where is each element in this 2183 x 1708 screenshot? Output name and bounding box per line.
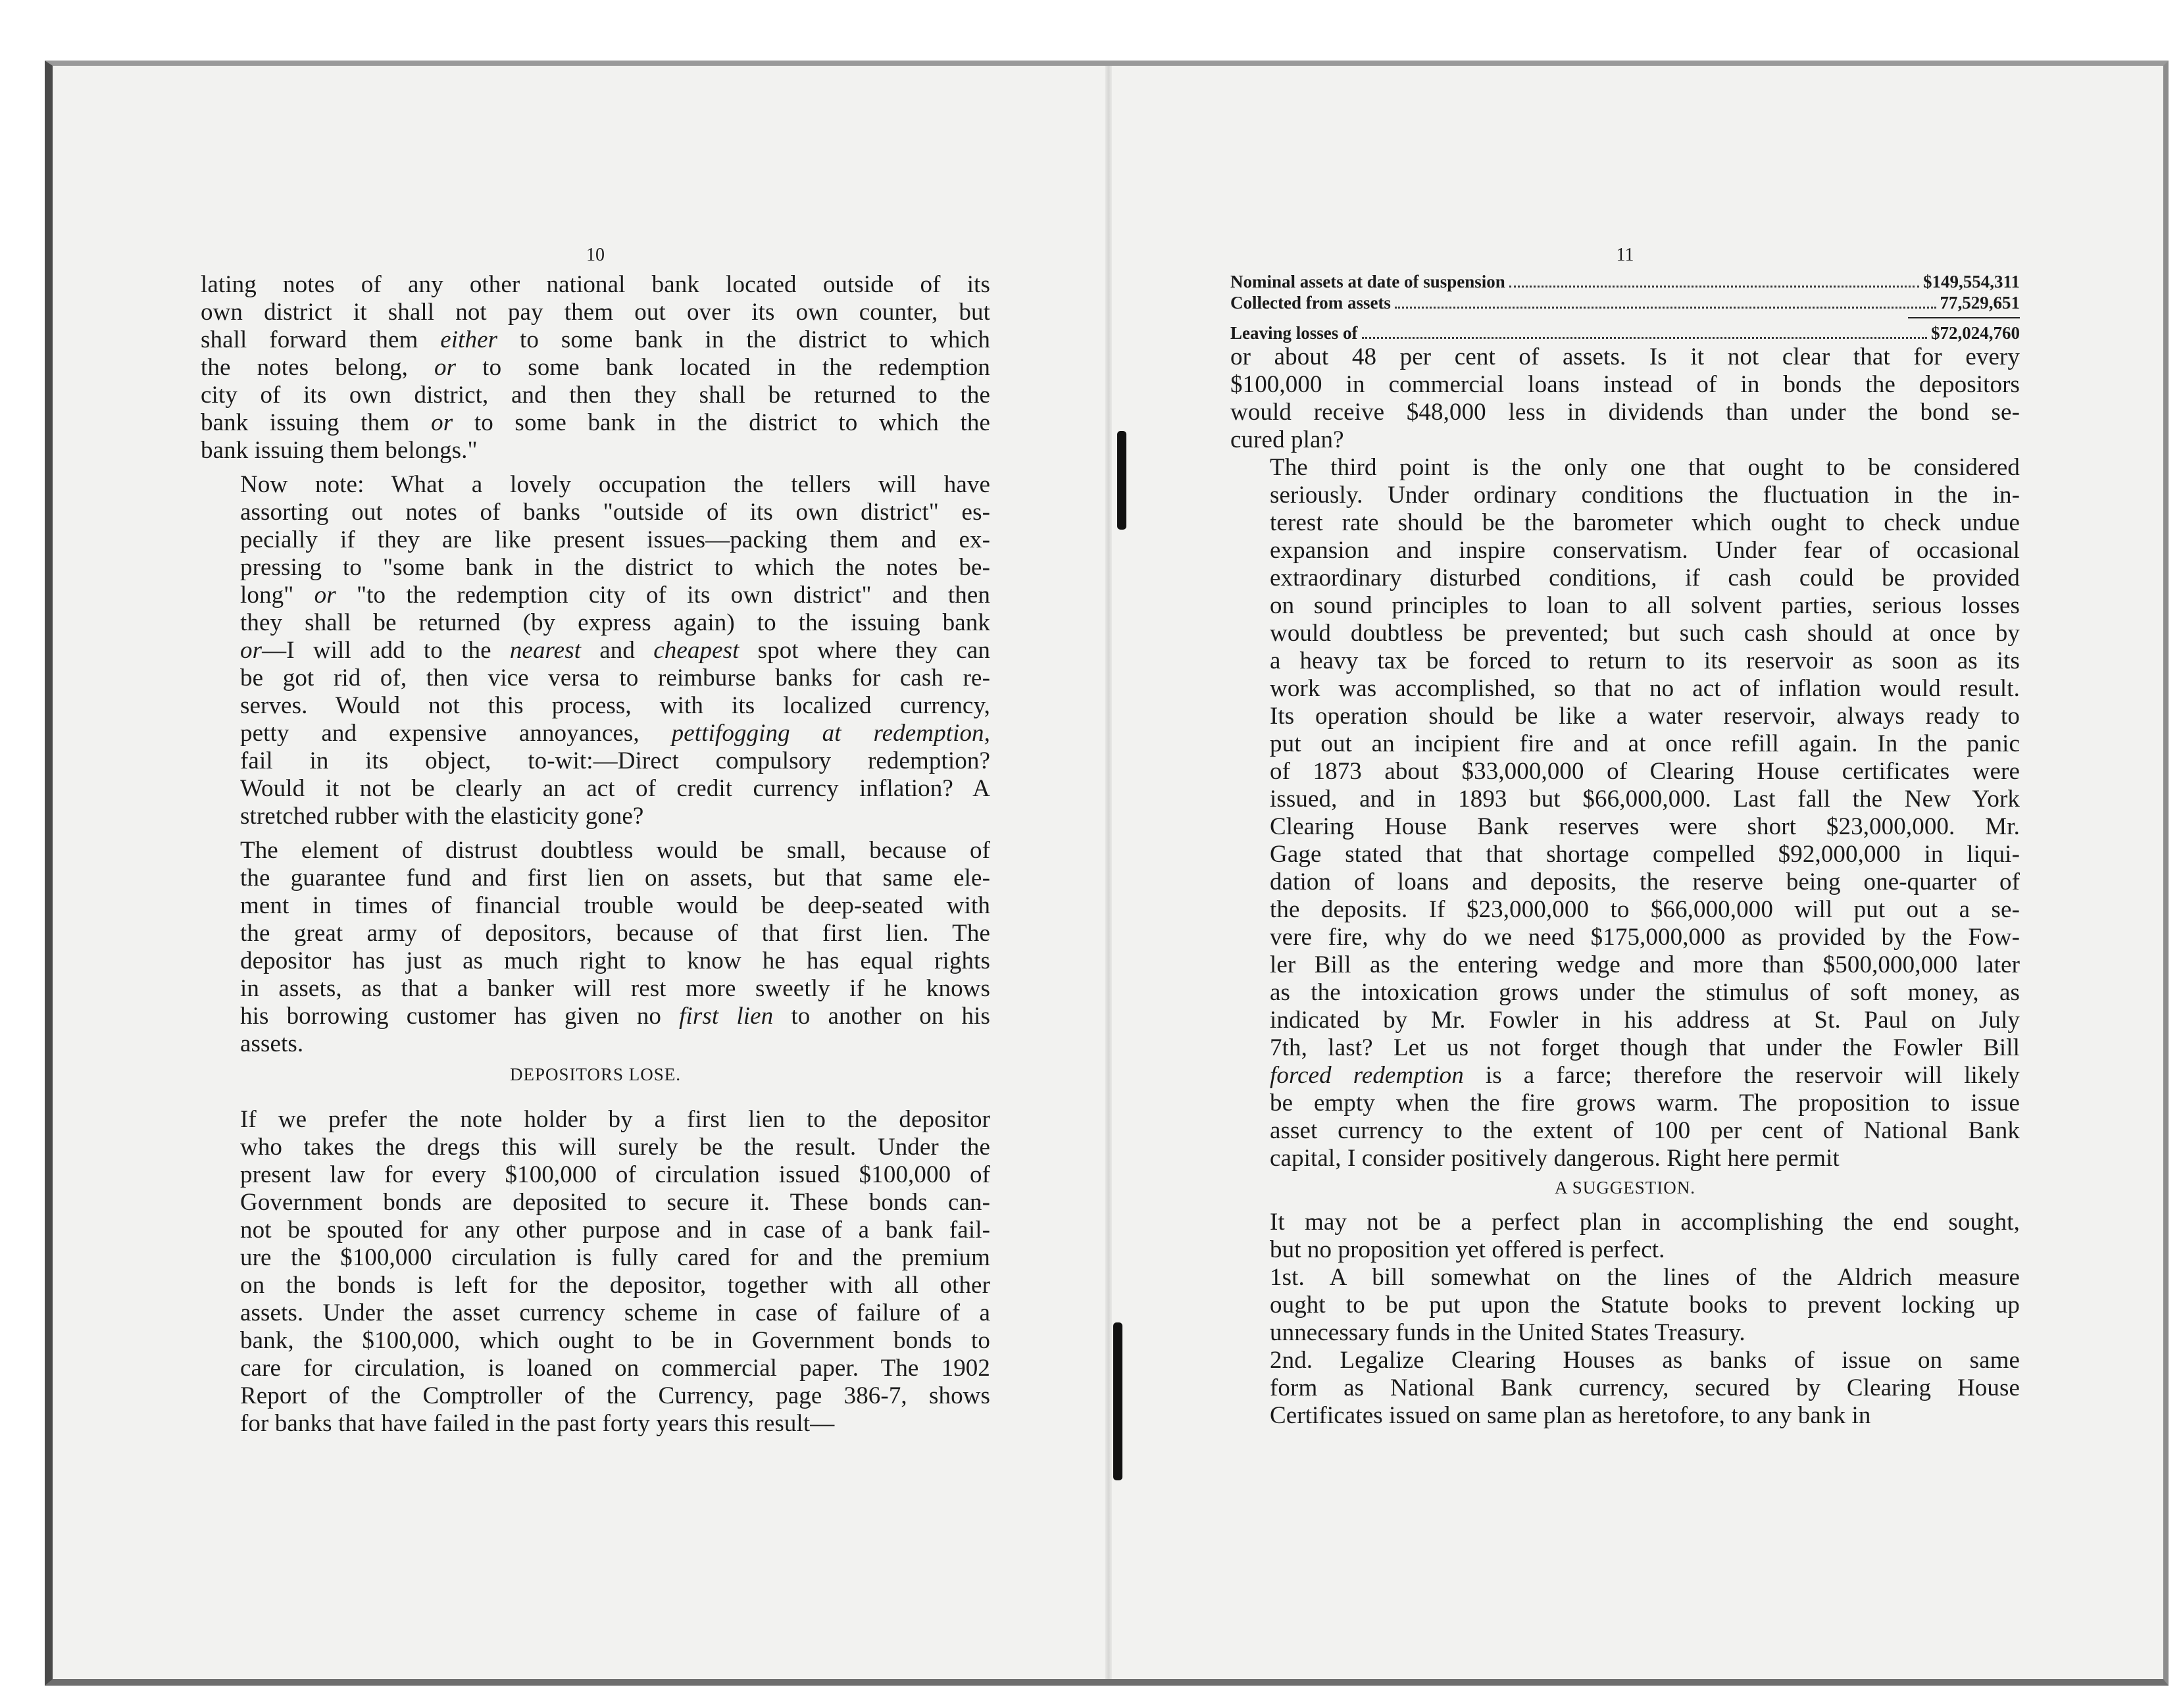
table-row bbox=[1230, 271, 2020, 292]
text-line: or—I will add to the nearest and cheapest spot where they can bbox=[240, 637, 990, 664]
text-line: 1st. A bill somewhat on the lines of the Aldrich measure bbox=[1270, 1264, 2020, 1291]
text-line: but no proposition yet offered is perfect. bbox=[1270, 1236, 1665, 1263]
text-line: $100,000 in commercial loans instead of in bonds the depositors bbox=[1230, 371, 2020, 398]
text-line: dation of loans and deposits, the reserve being one-quarter of bbox=[1270, 868, 2020, 895]
page-number: 11 bbox=[1616, 245, 1634, 265]
text-line: the guarantee fund and first lien on assets, but that same ele- bbox=[240, 865, 990, 892]
row-value: 77,529,651 bbox=[1940, 293, 2020, 313]
text-line: petty and expensive annoyances, pettifogging at redemption, bbox=[240, 720, 991, 747]
text-line: indicated by Mr. Fowler in his address at St. Paul on July bbox=[1270, 1007, 2020, 1034]
text-line: put out an incipient fire and at once refill again. In the panic bbox=[1270, 730, 2020, 757]
text-line: assets. bbox=[240, 1030, 304, 1057]
text-line: they shall be returned (by express again) to the issuing bank bbox=[240, 609, 990, 636]
text-line: forced redemption is a farce; therefore the reservoir will likely bbox=[1270, 1062, 2020, 1089]
text-line: on the bonds is left for the depositor, together with all other bbox=[240, 1272, 990, 1299]
leader-dots bbox=[1362, 337, 1927, 339]
row-label: Leaving losses of bbox=[1230, 323, 1358, 343]
paragraph bbox=[201, 471, 990, 830]
text-line: who takes the dregs this will surely be the result. Under the bbox=[240, 1134, 990, 1161]
assets-table bbox=[1230, 271, 2020, 343]
paragraph bbox=[201, 271, 990, 465]
paragraph bbox=[1230, 454, 2020, 1172]
text-line: asset currency to the extent of 100 per cent of National Bank bbox=[1270, 1117, 2020, 1144]
text-line: The third point is the only one that ought to be considered bbox=[1270, 454, 2020, 481]
table-row bbox=[1230, 322, 2020, 343]
text-line: Its operation should be like a water reservoir, always ready to bbox=[1270, 703, 2020, 730]
text-line: pressing to "some bank in the district to which the notes be- bbox=[240, 554, 990, 581]
text-line: extraordinary disturbed conditions, if cash could be provided bbox=[1270, 565, 2020, 591]
text-line: form as National Bank currency, secured by Clearing House bbox=[1270, 1374, 2020, 1401]
right-page bbox=[1230, 245, 2020, 1430]
text-line: would receive $48,000 less in dividends than under the bond se- bbox=[1230, 399, 2020, 426]
staple-top bbox=[1117, 431, 1126, 530]
text-line: bank issuing them or to some bank in the district to which the bbox=[201, 409, 990, 436]
text-line: vere fire, why do we need $175,000,000 as provided by the Fow- bbox=[1270, 924, 2020, 951]
sum-rule bbox=[1908, 317, 2020, 318]
text-line: bank, the $100,000, which ought to be in Government bonds to bbox=[240, 1327, 990, 1354]
row-label: Nominal assets at date of suspension bbox=[1230, 272, 1505, 291]
text-line: Gage stated that that shortage compelled $92,000,000 in liqui- bbox=[1270, 841, 2020, 868]
leader-dots bbox=[1509, 286, 1919, 288]
text-line: the notes belong, or to some bank located in the redemption bbox=[201, 354, 990, 381]
text-line: be empty when the fire grows warm. The proposition to issue bbox=[1270, 1090, 2020, 1117]
gutter bbox=[1105, 66, 1112, 1679]
text-line: shall forward them either to some bank in the district to which bbox=[201, 326, 990, 353]
text-line: capital, I consider positively dangerous. Right here permit bbox=[1270, 1145, 1840, 1172]
text-line: city of its own district, and then they shall be returned to the bbox=[201, 382, 990, 409]
text-line: seriously. Under ordinary conditions the fluctuation in the in- bbox=[1270, 482, 2020, 509]
text-line: 7th, last? Let us not forget though that under the Fowler Bill bbox=[1270, 1034, 2020, 1061]
text-line: long" or "to the redemption city of its own district" and then bbox=[240, 582, 991, 609]
text-line: present law for every $100,000 of circulation issued $100,000 of bbox=[240, 1161, 990, 1188]
text-line: a heavy tax be forced to return to its reservoir as soon as its bbox=[1270, 647, 2020, 674]
text-line: would doubtless be prevented; but such cash should at once by bbox=[1270, 620, 2020, 647]
text-line: 2nd. Legalize Clearing Houses as banks of issue on same bbox=[1270, 1347, 2020, 1374]
text-line: If we prefer the note holder by a first lien to the depositor bbox=[240, 1106, 990, 1133]
text-line: unnecessary funds in the United States Treasury. bbox=[1270, 1319, 1745, 1346]
text-line: care for circulation, is loaned on commercial paper. The 1902 bbox=[240, 1355, 990, 1382]
paragraph bbox=[1230, 1209, 2020, 1264]
text-line: Government bonds are deposited to secure it. These bonds can- bbox=[240, 1189, 990, 1216]
text-line: serves. Would not this process, with its localized currency, bbox=[240, 692, 990, 719]
text-line: depositor has just as much right to know he has equal rights bbox=[240, 947, 990, 974]
text-line: fail in its object, to-wit:—Direct compulsory redemption? bbox=[240, 747, 990, 774]
text-line: expansion and inspire conservatism. Under fear of occasional bbox=[1270, 537, 2020, 564]
text-line: terest rate should be the barometer which ought to check undue bbox=[1270, 509, 2020, 536]
text-line: lating notes of any other national bank located outside of its bbox=[201, 271, 990, 298]
text-line: cured plan? bbox=[1230, 426, 1344, 453]
text-line: pecially if they are like present issues—packing them and ex- bbox=[240, 526, 990, 553]
text-line: ment in times of financial trouble would be deep-seated with bbox=[240, 892, 990, 919]
row-label: Collected from assets bbox=[1230, 293, 1391, 313]
text-line: the deposits. If $23,000,000 to $66,000,000 will put out a se- bbox=[1270, 896, 2020, 923]
text-line: bank issuing them belongs." bbox=[201, 437, 478, 464]
text-line: Report of the Comptroller of the Currency, page 386-7, shows bbox=[240, 1382, 990, 1409]
text-line: Would it not be clearly an act of credit currency inflation? A bbox=[240, 775, 990, 802]
row-value: $149,554,311 bbox=[1922, 272, 2020, 291]
staple-bottom bbox=[1113, 1322, 1122, 1480]
paragraph bbox=[201, 1106, 990, 1438]
text-line: ler Bill as the entering wedge and more than $500,000,000 later bbox=[1270, 951, 2020, 978]
text-line: Certificates issued on same plan as heretofore, to any bank in bbox=[1270, 1402, 1871, 1429]
text-line: the great army of depositors, because of that first lien. The bbox=[240, 920, 990, 947]
text-line: of 1873 about $33,000,000 of Clearing House certificates were bbox=[1270, 758, 2020, 785]
text-line: as the intoxication grows under the stimulus of soft money, as bbox=[1270, 979, 2020, 1006]
leader-dots bbox=[1395, 307, 1936, 309]
text-line: Clearing House Bank reserves were short $23,000,000. Mr. bbox=[1270, 813, 2020, 840]
paragraph bbox=[1230, 1264, 2020, 1347]
text-line: ought to be put upon the Statute books to prevent locking up bbox=[1270, 1292, 2020, 1319]
text-line: on sound principles to loan to all solvent parties, serious losses bbox=[1270, 592, 2020, 619]
text-line: own district it shall not pay them out over its own counter, but bbox=[201, 299, 990, 326]
row-value: $72,024,760 bbox=[1931, 323, 2020, 343]
table-row bbox=[1230, 292, 2020, 313]
text-line: Now note: What a lovely occupation the tellers will have bbox=[240, 471, 990, 498]
text-line: issued, and in 1893 but $66,000,000. Last fall the New York bbox=[1270, 786, 2020, 813]
text-line: his borrowing customer has given no first lien to another on his bbox=[240, 1003, 990, 1030]
text-line: assets. Under the asset currency scheme in case of failure of a bbox=[240, 1299, 990, 1326]
page-number: 10 bbox=[586, 245, 605, 265]
text-line: work was accomplished, so that no act of inflation would result. bbox=[1270, 675, 2020, 702]
text-line: The element of distrust doubtless would be small, because of bbox=[240, 837, 990, 864]
section-heading: A SUGGESTION. bbox=[1554, 1178, 1695, 1197]
text-line: ure the $100,000 circulation is fully cared for and the premium bbox=[240, 1244, 990, 1271]
text-line: be got rid of, then vice versa to reimburse banks for cash re- bbox=[240, 665, 990, 691]
text-line: or about 48 per cent of assets. Is it not clear that for every bbox=[1230, 343, 2020, 370]
text-line: stretched rubber with the elasticity gone? bbox=[240, 803, 644, 830]
text-line: It may not be a perfect plan in accomplishing the end sought, bbox=[1270, 1209, 2020, 1236]
left-page bbox=[201, 245, 990, 1438]
text-line: for banks that have failed in the past forty years this result— bbox=[240, 1410, 835, 1437]
text-line: not be spouted for any other purpose and in case of a bank fail- bbox=[240, 1217, 990, 1243]
paragraph bbox=[201, 837, 990, 1058]
paragraph bbox=[1230, 343, 2020, 454]
paragraph bbox=[1230, 1347, 2020, 1430]
section-heading: DEPOSITORS LOSE. bbox=[509, 1065, 682, 1084]
text-line: assorting out notes of banks "outside of its own district" es- bbox=[240, 499, 990, 526]
text-line: in assets, as that a banker will rest more sweetly if he knows bbox=[240, 975, 990, 1002]
